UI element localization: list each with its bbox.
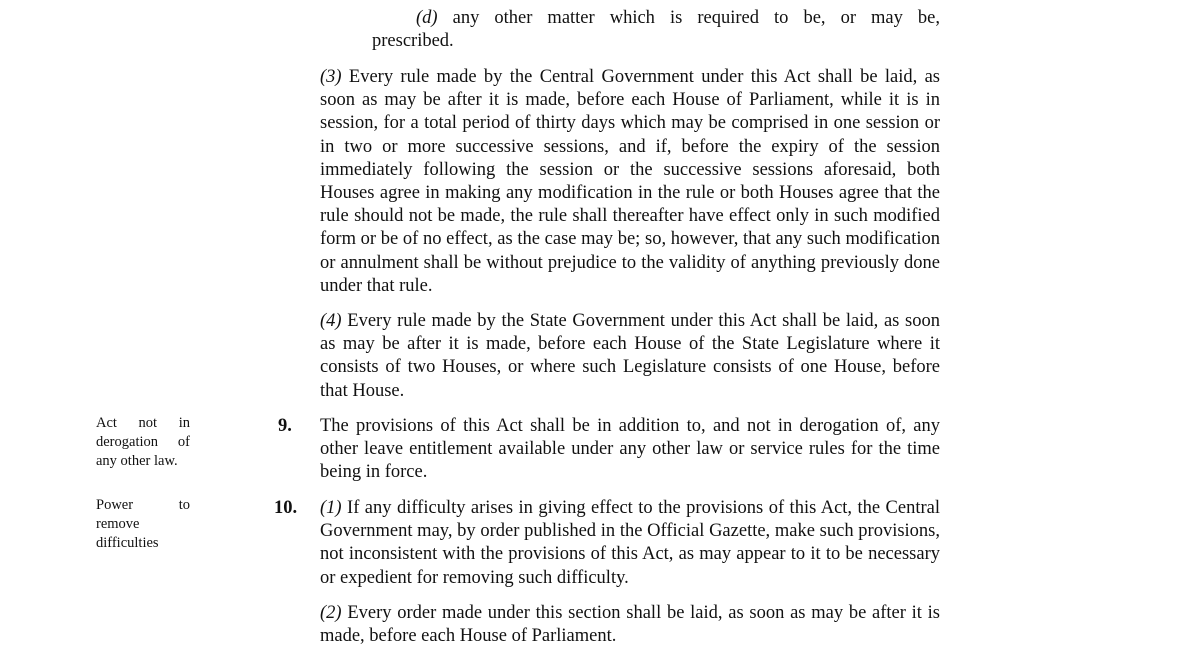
subsection-4-text: Every rule made by the State Government under this Act shall be laid, as soon as may be after it is made, before each House of the State Legislature where it consists of two Houses, or where such Legislature consists of one House, before that House. <box>320 311 941 401</box>
subsection-3 <box>320 66 940 298</box>
subsection-3-text: Every rule made by the Central Government under this Act shall be laid, as soon as may be after it is made, before each House of Parliament, while it is in session, for a total period of thirty days which may be comprised in one session or in two or more successive sessions, and if, before the expiry of the session immediately following the session or the successive sessions aforesaid, both Houses agree in making any modification in the rule or both Houses agree that the rule should not be made, the rule shall thereafter have effect only in such modified form or be of no effect, as the case may be; so, however, that any such modification or annulment shall be without prejudice to the validity of anything previously done under that rule. <box>320 67 941 296</box>
section-10-sub1-text: If any difficulty arises in giving effect to the provisions of this Act, the Central Government may, by order published in the Official Gazette, make such provisions, not inconsistent with the provisions of this Act, as may appear to it to be necessary or expedient for removing such difficulty. <box>320 498 940 588</box>
margin-note-section-10: Power to remove difficulties <box>96 497 190 551</box>
clause-d-line <box>416 7 940 30</box>
section-10-subsection-1 <box>320 497 940 590</box>
section-9-number: 9. <box>278 416 292 436</box>
section-10-subsection-2 <box>320 602 940 648</box>
margin-note-section-9: Act not in derogation of any other law. <box>96 415 190 469</box>
subsection-3-label: (3) <box>320 67 342 87</box>
section-10-sub2-text: Every order made under this section shall be laid, as soon as may be after it is made, before each House of Parliament. <box>320 603 941 647</box>
clause-d-label: (d) <box>416 8 438 28</box>
section-10-sub1-label: (1) <box>320 498 342 518</box>
subsection-4-label: (4) <box>320 311 342 331</box>
section-9-text: The provisions of this Act shall be in addition to, and not in derogation of, any other leave entitlement available under any other law or service rules for the time being in force. <box>320 416 940 483</box>
clause-d-text: any other matter which is required to be, or may be, <box>452 8 941 28</box>
section-10-sub2-label: (2) <box>320 603 342 623</box>
subsection-4 <box>320 310 940 403</box>
clause-d-continuation: prescribed. <box>372 31 454 51</box>
section-10-number: 10. <box>274 498 298 518</box>
